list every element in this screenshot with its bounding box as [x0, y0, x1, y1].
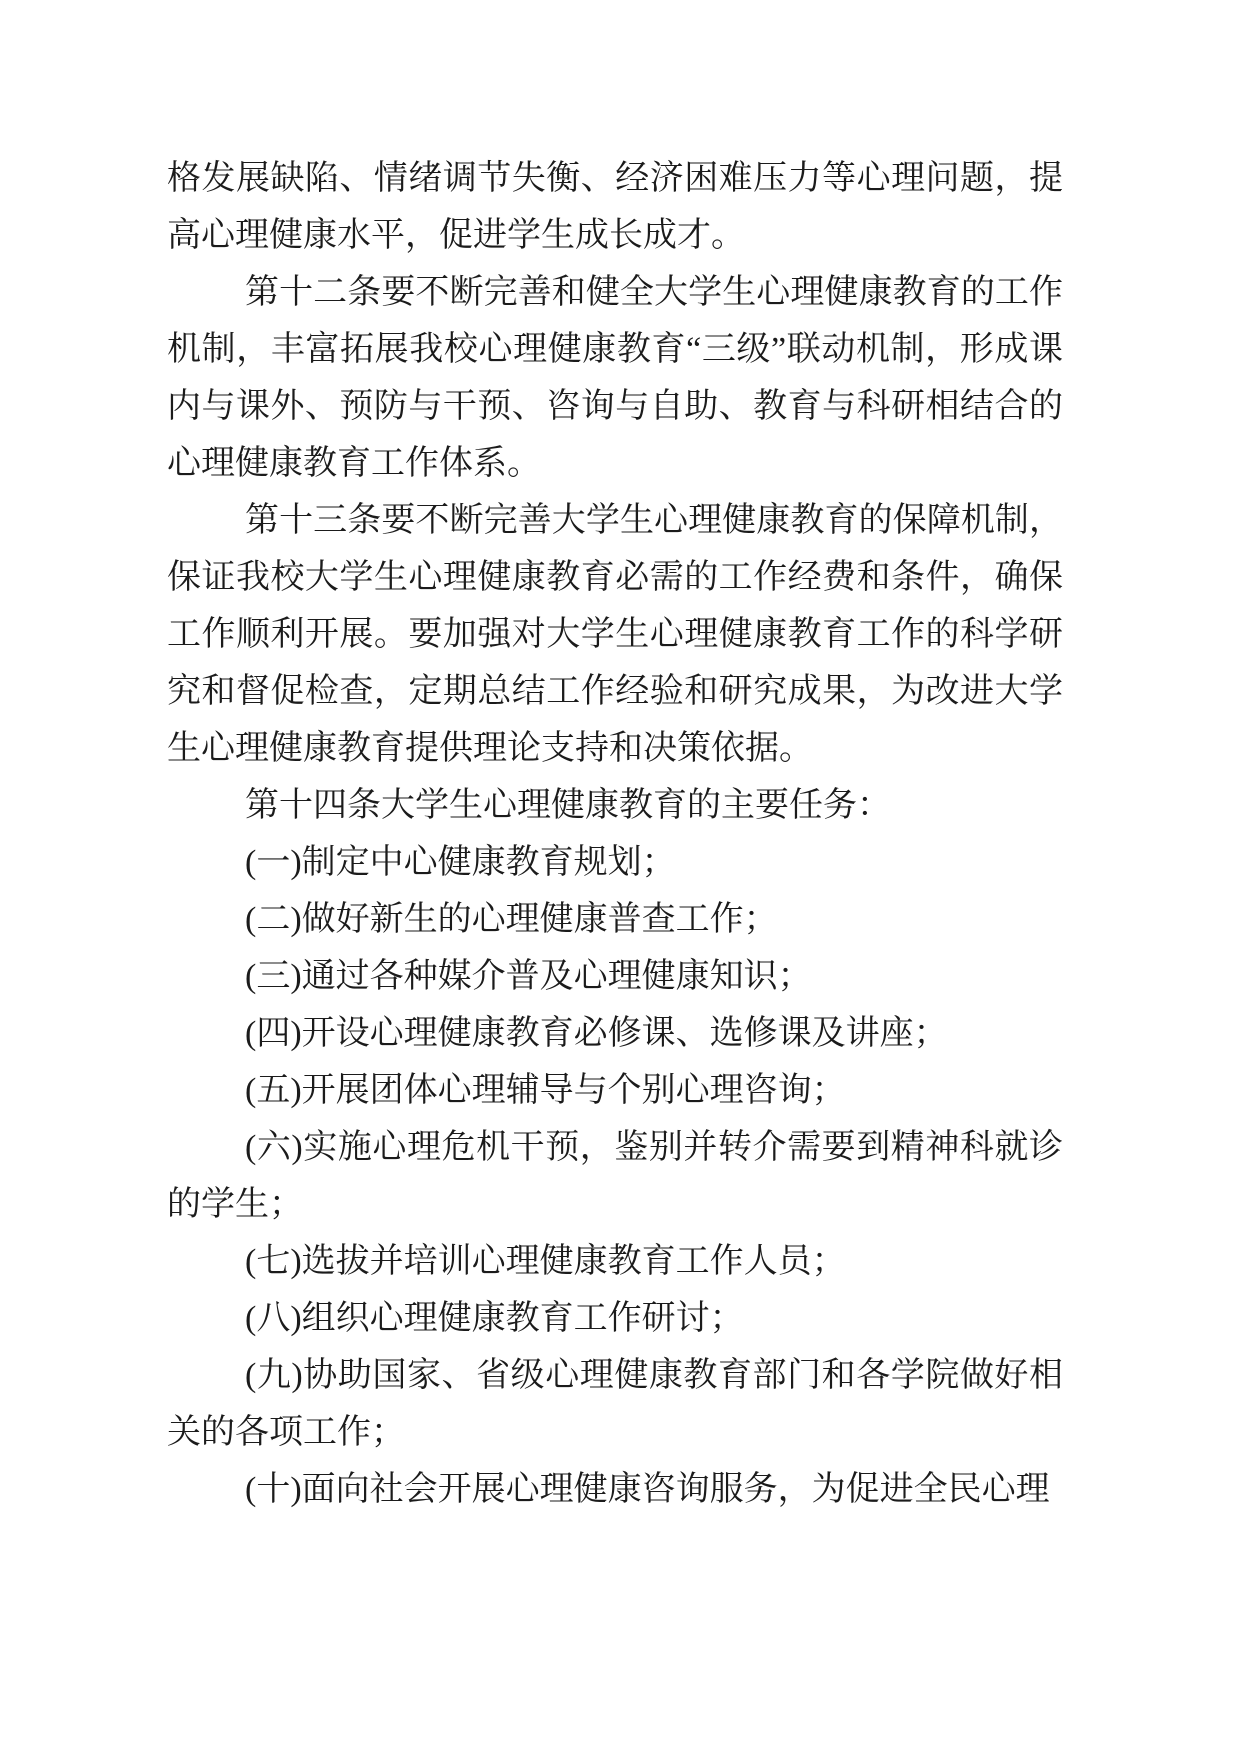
paragraph: (一)制定中心健康教育规划； [245, 844, 676, 881]
paragraph: (四)开设心理健康教育必修课、选修课及讲座； [245, 1015, 948, 1052]
paragraph: 第十四条大学生心理健康教育的主要任务： [245, 787, 891, 824]
paragraph: (七)选拔并培训心理健康教育工作人员； [245, 1243, 846, 1280]
paragraph: (五)开展团体心理辅导与个别心理咨询； [245, 1072, 846, 1109]
document-body [167, 150, 1063, 1518]
paragraph: (九)协助国家、省级心理健康教育部门和各学院做好相关的各项工作； [167, 1357, 1063, 1451]
paragraph: (八)组织心理健康教育工作研讨； [245, 1300, 744, 1337]
paragraph: 第十二条要不断完善和健全大学生心理健康教育的工作机制，丰富拓展我校心理健康教育“三级”联动机制，形成课内与课外、预防与干预、咨询与自助、教育与科研相结合的心理健康教育工作体系。 [167, 274, 1063, 482]
paragraph: (十)面向社会开展心理健康咨询服务，为促进全民心理 [245, 1471, 1050, 1508]
paragraph: (二)做好新生的心理健康普查工作； [245, 901, 778, 938]
paragraph: (三)通过各种媒介普及心理健康知识； [245, 958, 812, 995]
paragraph: (六)实施心理危机干预，鉴别并转介需要到精神科就诊的学生； [167, 1129, 1063, 1223]
paragraph: 格发展缺陷、情绪调节失衡、经济困难压力等心理问题，提高心理健康水平，促进学生成长成才。 [167, 160, 1063, 254]
paragraph: 第十三条要不断完善大学生心理健康教育的保障机制，保证我校大学生心理健康教育必需的工作经费和条件，确保工作顺利开展。要加强对大学生心理健康教育工作的科学研究和督促检查，定期总结工作经验和研究成果，为改进大学生心理健康教育提供理论支持和决策依据。 [167, 502, 1063, 767]
